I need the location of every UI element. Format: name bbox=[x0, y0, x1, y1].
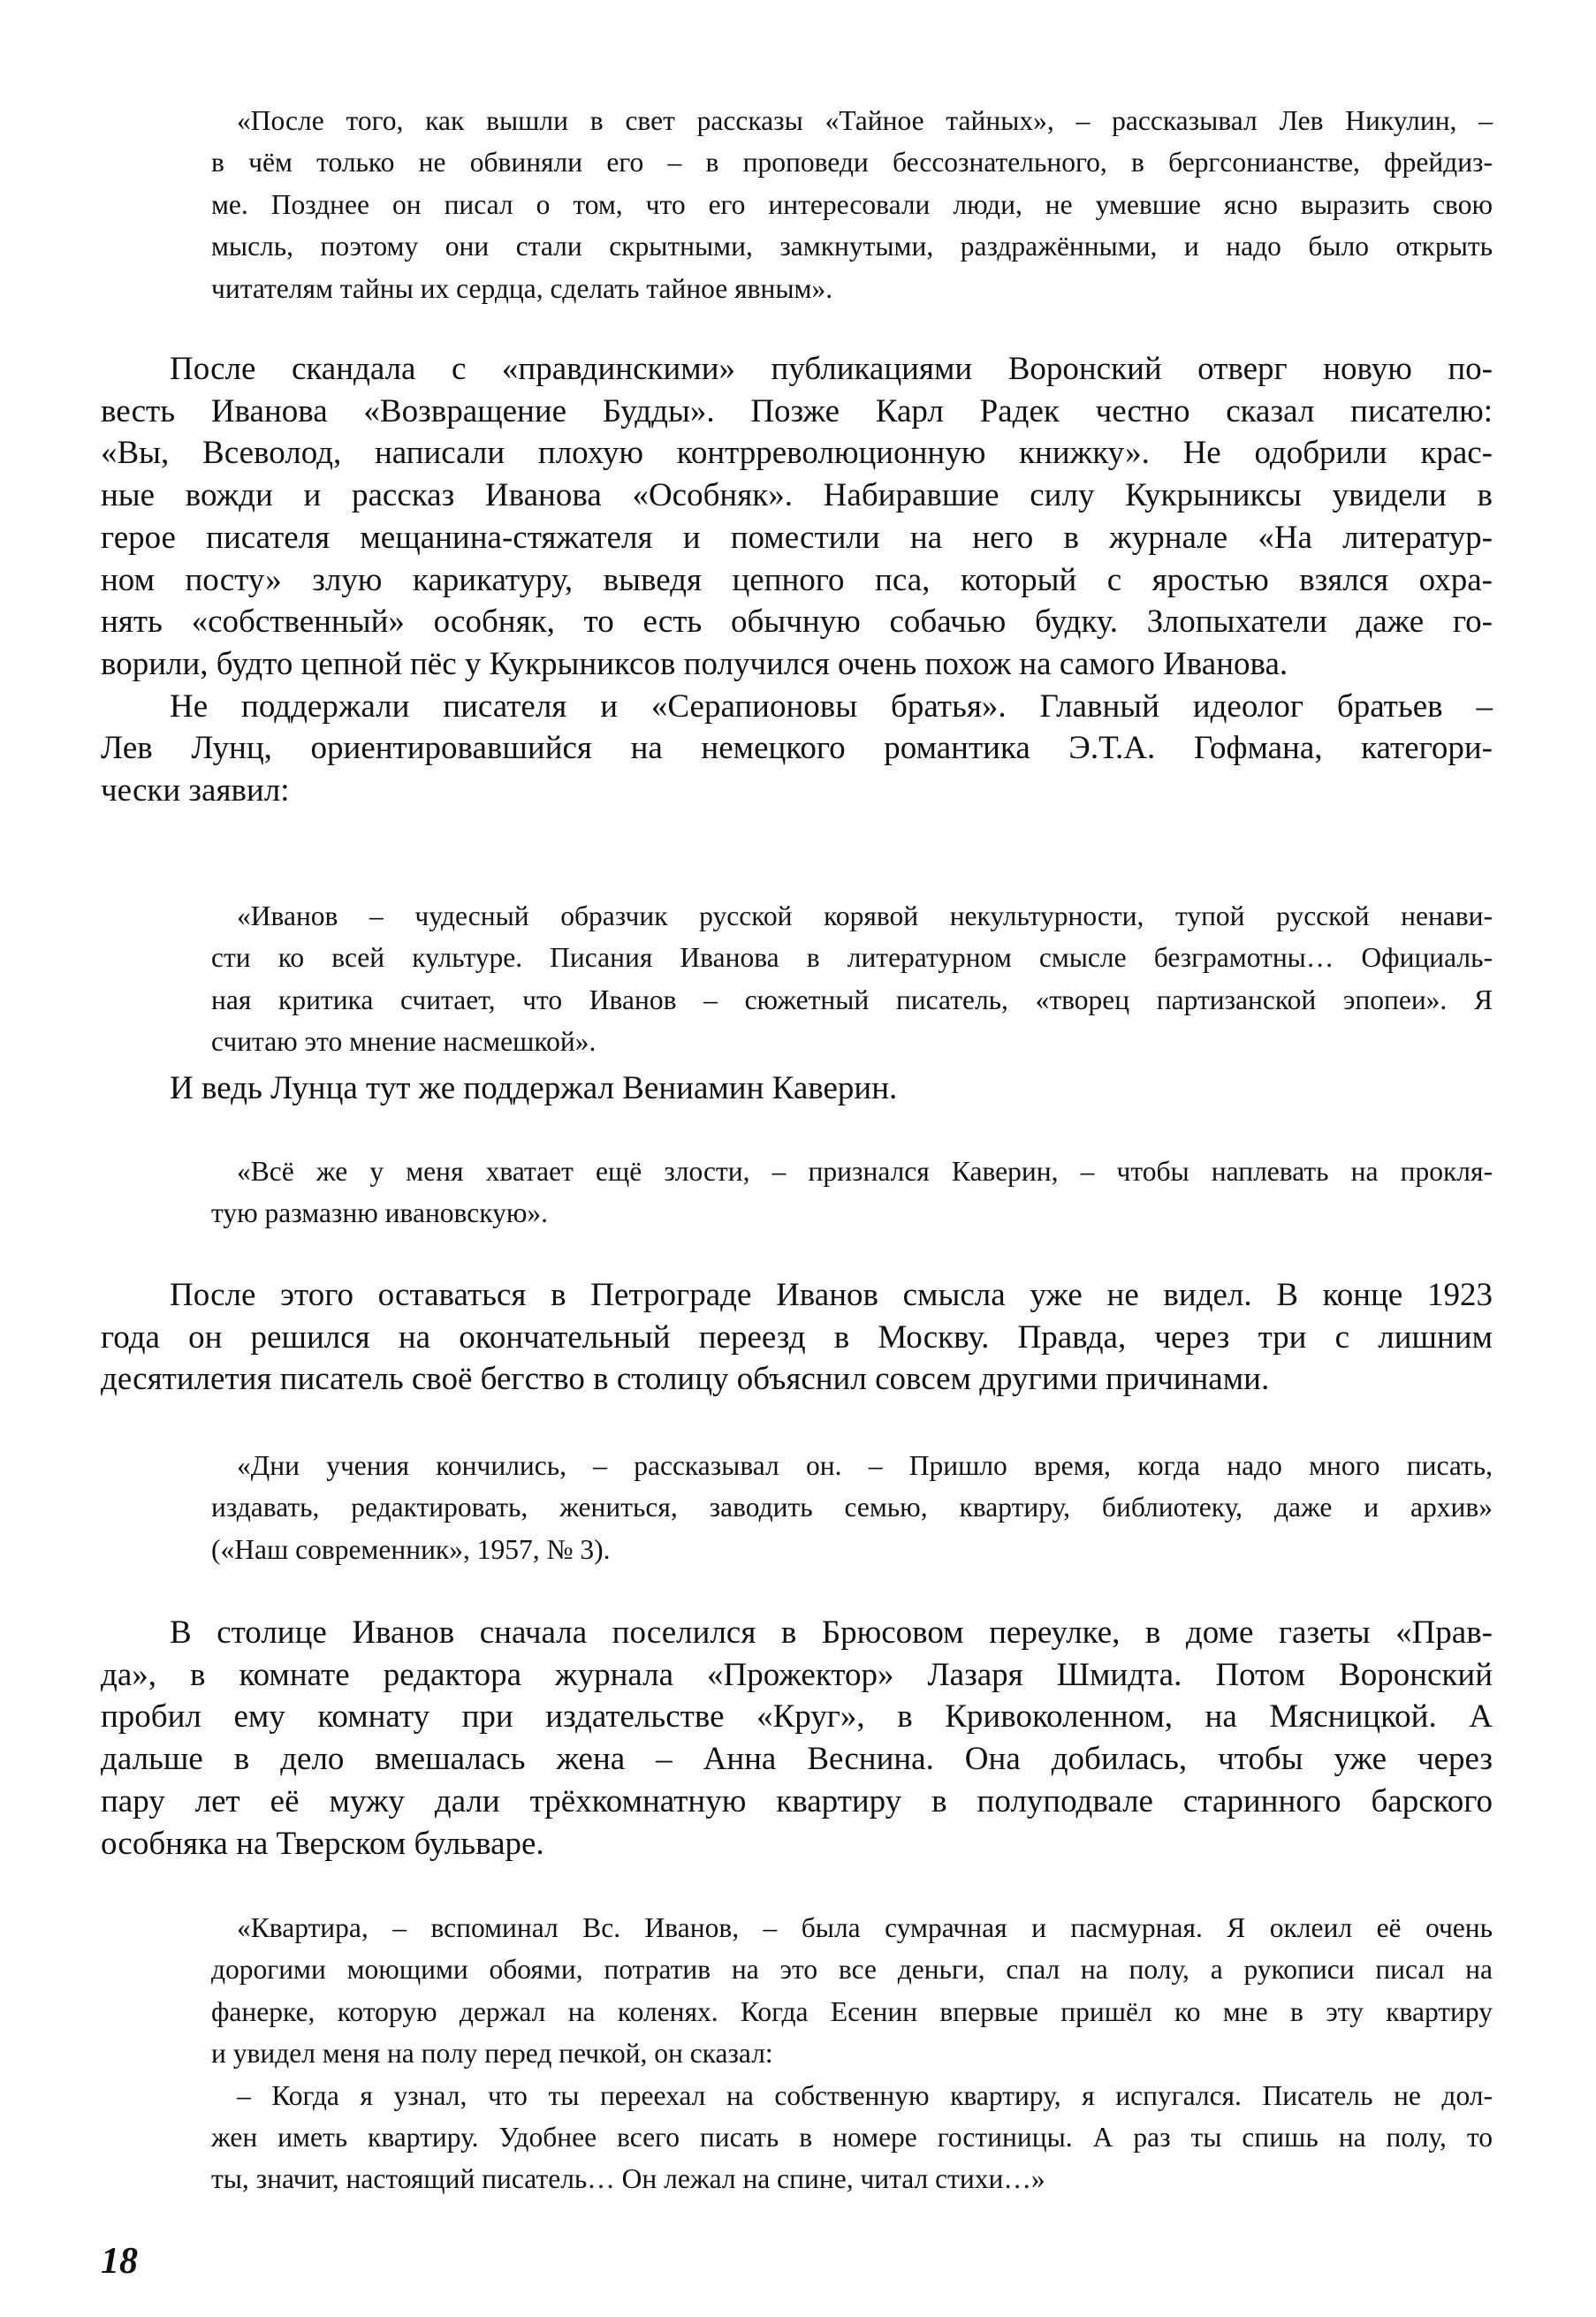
block-quote bbox=[211, 1907, 1493, 2200]
paragraph bbox=[211, 100, 1493, 309]
block-quote bbox=[211, 100, 1493, 309]
text-line: Не поддержали писателя и «Серапионовы братья». Главный идеолог братьев – bbox=[170, 688, 1493, 725]
body-paragraph-group bbox=[101, 1274, 1493, 1401]
text-line: ты, значит, настоящий писатель… Он лежал на спине, читал стихи…» bbox=[211, 2163, 1045, 2195]
text-line: чески заявил: bbox=[101, 772, 290, 809]
body-paragraph-group bbox=[101, 1067, 1493, 1110]
text-line: «Квартира, – вспоминал Вс. Иванов, – была сумрачная и пасмурная. Я оклеил её очень bbox=[237, 1912, 1493, 1943]
text-line: жен иметь квартиру. Удобнее всего писать в номере гостиницы. А раз ты спишь на полу, то bbox=[211, 2122, 1493, 2154]
text-line: дальше в дело вмешалась жена – Анна Веснина. Она добилась, чтобы уже через bbox=[101, 1741, 1493, 1778]
text-line: весть Иванова «Возвращение Будды». Позже Карл Радек честно сказал писателю: bbox=[101, 392, 1493, 429]
text-line: нять «собственный» особняк, то есть обычную собачью будку. Злопыхатели даже го- bbox=[101, 604, 1493, 641]
block-quote bbox=[211, 1151, 1493, 1234]
paragraph bbox=[101, 1612, 1493, 1865]
text-line: сти ко всей культуре. Писания Иванова в литературном смысле безграмотны… Официаль- bbox=[211, 942, 1493, 974]
text-line: ная критика считает, что Иванов – сюжетный писатель, «творец партизанской эпопеи». Я bbox=[211, 984, 1493, 1015]
paragraph bbox=[101, 348, 1493, 686]
page-number: 18 bbox=[101, 2241, 138, 2282]
text-line: читателям тайны их сердца, сделать тайное явным». bbox=[211, 272, 833, 304]
paragraph bbox=[101, 1067, 1493, 1110]
text-line: И ведь Лунца тут же поддержал Вениамин Каверин. bbox=[170, 1070, 898, 1106]
text-line: особняка на Тверском бульваре. bbox=[101, 1825, 544, 1862]
text-line: мысль, поэтому они стали скрытными, замкнутыми, раздражёнными, и надо было открыть bbox=[211, 231, 1493, 262]
text-line: ные вожди и рассказ Иванова «Особняк». Набиравшие силу Кукрыниксы увидели в bbox=[101, 477, 1493, 514]
text-line: в чём только не обвиняли его – в проповеди бессознательного, в бергсонианстве, фрейдиз- bbox=[211, 147, 1493, 179]
text-line: Лев Лунц, ориентировавшийся на немецкого романтика Э.Т.А. Гофмана, категори- bbox=[101, 730, 1493, 767]
text-line: ном посту» злую карикатуру, выведя цепного пса, который с яростью взялся охра- bbox=[101, 561, 1493, 598]
text-line: «Всё же у меня хватает ещё злости, – признался Каверин, – чтобы наплевать на прокля- bbox=[237, 1156, 1493, 1187]
text-line: пару лет её мужу дали трёхкомнатную квартиру в полуподвале старинного барского bbox=[101, 1782, 1493, 1819]
paragraph bbox=[211, 895, 1493, 1063]
paragraph bbox=[101, 686, 1493, 812]
text-line: да», в комнате редактора журнала «Прожектор» Лазаря Шмидта. Потом Воронский bbox=[101, 1656, 1493, 1693]
text-line: «После того, как вышли в свет рассказы «Тайное тайных», – рассказывал Лев Никулин, – bbox=[237, 105, 1493, 136]
text-line: ме. Позднее он писал о том, что его интересовали люди, не умевшие ясно выразить свою bbox=[211, 188, 1493, 220]
text-line: фанерке, которую держал на коленях. Когда Есенин впервые пришёл ко мне в эту квартиру bbox=[211, 1995, 1493, 2027]
paragraph bbox=[211, 1151, 1493, 1234]
text-line: После скандала с «правдинскими» публикациями Воронский отверг новую по- bbox=[170, 351, 1493, 387]
text-line: герое писателя мещанина-стяжателя и поместили на него в журнале «На литератур- bbox=[101, 519, 1493, 556]
paragraph bbox=[211, 1907, 1493, 2075]
text-line: издавать, редактировать, жениться, заводить семью, квартиру, библиотеку, даже и архив» bbox=[211, 1492, 1493, 1523]
text-line: ворили, будто цепной пёс у Кукрыниксов получился очень похож на самого Иванова. bbox=[101, 645, 1288, 682]
text-line: дорогими моющими обоями, потратив на это все деньги, спал на полу, а рукописи писал на bbox=[211, 1954, 1493, 1986]
text-line: «Вы, Всеволод, написали плохую контрреволюционную книжку». Не одобрили крас- bbox=[101, 435, 1493, 472]
text-line: После этого оставаться в Петрограде Иванов смысла уже не видел. В конце 1923 bbox=[170, 1277, 1493, 1313]
text-line: десятилетия писатель своё бегство в столицу объяснил совсем другими причинами. bbox=[101, 1361, 1270, 1398]
text-line: тую размазню ивановскую». bbox=[211, 1197, 548, 1229]
text-line: В столице Иванов сначала поселился в Брюсовом переулке, в доме газеты «Прав- bbox=[170, 1614, 1493, 1651]
text-line: «Дни учения кончились, – рассказывал он. – Пришло время, когда надо много писать, bbox=[237, 1450, 1493, 1481]
body-paragraph-group bbox=[101, 348, 1493, 812]
text-line: («Наш современник», 1957, № 3). bbox=[211, 1533, 611, 1565]
text-line: – Когда я узнал, что ты переехал на собственную квартиру, я испугался. Писатель не дол- bbox=[237, 2079, 1493, 2111]
paragraph bbox=[101, 1274, 1493, 1401]
text-line: «Иванов – чудесный образчик русской корявой некультурности, тупой русской ненави- bbox=[237, 900, 1493, 931]
text-line: года он решился на окончательный переезд в Москву. Правда, через три с лишним bbox=[101, 1318, 1493, 1356]
block-quote bbox=[211, 1445, 1493, 1570]
block-quote bbox=[211, 895, 1493, 1063]
paragraph bbox=[211, 1445, 1493, 1570]
body-paragraph-group bbox=[101, 1612, 1493, 1865]
text-line: и увидел меня на полу перед печкой, он сказал: bbox=[211, 2038, 773, 2070]
text-line: пробил ему комнату при издательстве «Круг», в Кривоколенном, на Мясницкой. А bbox=[101, 1698, 1493, 1736]
text-line: считаю это мнение насмешкой». bbox=[211, 1026, 597, 1058]
paragraph bbox=[211, 2075, 1493, 2200]
